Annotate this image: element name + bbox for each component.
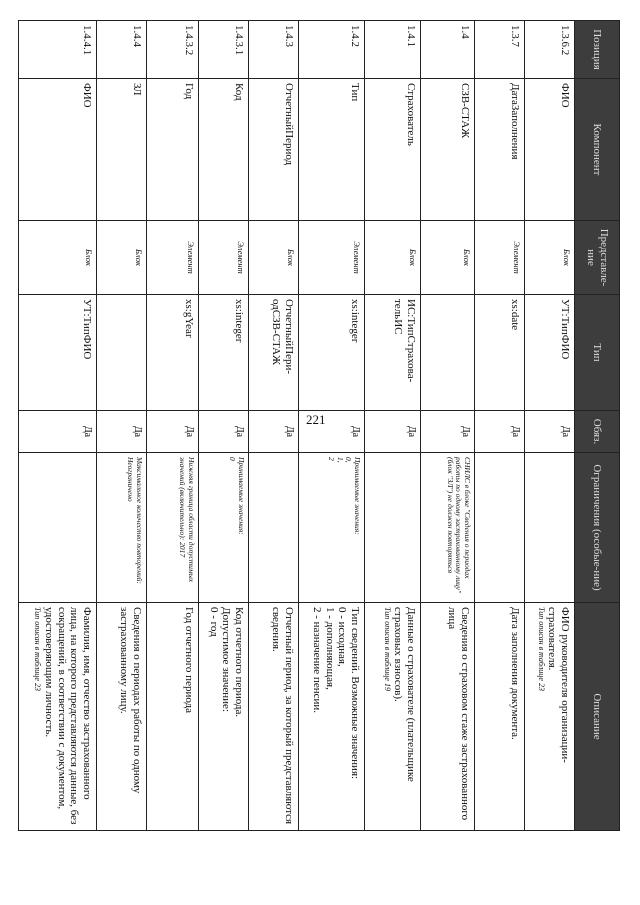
- description-line: Тип сведений. Возможные значения:: [349, 607, 361, 780]
- description-line: Год отчетного периода: [183, 607, 195, 713]
- header-representation: Представле-ние: [575, 221, 620, 295]
- cell-component: ФИО: [525, 79, 575, 221]
- header-position: Позиция: [575, 21, 620, 79]
- cell-position: 1.4.4: [97, 21, 147, 79]
- cell-required: Да: [299, 411, 365, 453]
- cell-type: УТ:ТипФИО: [525, 295, 575, 411]
- table-header-row: [575, 21, 620, 831]
- schema-table: [18, 20, 620, 831]
- header-description: Описание: [575, 603, 620, 831]
- description-line: 2 - назначение пенсии.: [311, 607, 324, 713]
- cell-constraints: [97, 453, 147, 603]
- cell-type: xs:integer: [199, 295, 249, 411]
- description-line: Сведения о периодах работы по одному застрахованному лицу.: [118, 607, 143, 794]
- table-row: [299, 21, 365, 831]
- cell-component: Код: [199, 79, 249, 221]
- table-row: [97, 21, 147, 831]
- cell-type: УТ:ТипФИО: [19, 295, 97, 411]
- cell-position: 1.4: [421, 21, 475, 79]
- cell-description: [97, 603, 147, 831]
- description-line: Дата заполнения документа.: [509, 607, 521, 740]
- cell-type: xs:date: [475, 295, 525, 411]
- table-row: [365, 21, 421, 831]
- header-component: Компонент: [575, 79, 620, 221]
- constraint-line: Принимаемые значения:: [353, 457, 362, 535]
- cell-position: 1.3.6.2: [525, 21, 575, 79]
- cell-constraints: [365, 453, 421, 603]
- cell-position: 1.4.1: [365, 21, 421, 79]
- description-line: Данные о страхователе (плательщике страховых взносов).: [392, 607, 417, 782]
- cell-component: Год: [147, 79, 199, 221]
- table-row: [147, 21, 199, 831]
- table-row: [421, 21, 475, 831]
- cell-description: [299, 603, 365, 831]
- description-line: Код отчетного периода.: [233, 607, 245, 718]
- cell-position: 1.4.2: [299, 21, 365, 79]
- cell-required: Да: [249, 411, 299, 453]
- description-line: ФИО руководителя организации-страхователя.: [546, 607, 571, 763]
- description-line: Сведения о страховом стаже застрахованного лица: [446, 607, 471, 821]
- constraint-line: Максимальное количество повторений: Неограничено: [126, 457, 144, 584]
- constraint-line: 1,: [335, 457, 345, 463]
- cell-required: Да: [525, 411, 575, 453]
- cell-description: [365, 603, 421, 831]
- cell-representation: Блок: [19, 221, 97, 295]
- cell-position: 1.4.3.1: [199, 21, 249, 79]
- cell-type: [97, 295, 147, 411]
- cell-constraints: [199, 453, 249, 603]
- cell-component: ДатаЗаполнения: [475, 79, 525, 221]
- table-row: [249, 21, 299, 831]
- table-row: [475, 21, 525, 831]
- cell-type: xs:gYear: [147, 295, 199, 411]
- rotated-table-container: [33, 20, 620, 830]
- cell-required: Да: [365, 411, 421, 453]
- cell-constraints: [19, 453, 97, 603]
- cell-required: Да: [475, 411, 525, 453]
- cell-representation: Блок: [97, 221, 147, 295]
- cell-type: ИС:ТипСтрахова-тельИС: [365, 295, 421, 411]
- cell-component: ОтчетныйПериод: [249, 79, 299, 221]
- cell-type: xs:integer: [299, 295, 365, 411]
- header-type: Тип: [575, 295, 620, 411]
- cell-required: Да: [199, 411, 249, 453]
- cell-component: Страхователь: [365, 79, 421, 221]
- cell-description: [19, 603, 97, 831]
- constraint-line: 0,: [344, 457, 354, 463]
- cell-component: СЗВ-СТАЖ: [421, 79, 475, 221]
- header-required: Обяз.: [575, 411, 620, 453]
- cell-representation: Блок: [421, 221, 475, 295]
- header-constraints: Ограничения (особые-ние): [575, 453, 620, 603]
- description-line: 0 - год: [207, 607, 220, 637]
- cell-required: Да: [97, 411, 147, 453]
- cell-constraints: [525, 453, 575, 603]
- description-line: Допустимое значение:: [220, 607, 233, 712]
- cell-representation: Элемент: [475, 221, 525, 295]
- cell-description: [199, 603, 249, 831]
- cell-component: ЗЛ: [97, 79, 147, 221]
- constraint-line: 2: [327, 457, 337, 461]
- constraint-line: Принимаемые значения:: [237, 457, 246, 535]
- description-line: Отчетный период, за который представляются сведения.: [270, 607, 295, 825]
- cell-representation: Блок: [365, 221, 421, 295]
- type-reference-note: Тип описан в таблице 19: [382, 607, 392, 691]
- cell-required: Да: [421, 411, 475, 453]
- cell-representation: Элемент: [299, 221, 365, 295]
- cell-description: [249, 603, 299, 831]
- cell-description: [475, 603, 525, 831]
- constraint-line: СНИЛС в блоке "Сведения о периодах работы по одному застрахованному лицу" (блок "ЗЛ") не должен повторяться: [445, 457, 472, 594]
- cell-position: 1.4.3.2: [147, 21, 199, 79]
- cell-required: Да: [19, 411, 97, 453]
- constraint-line: Нижняя граница области допустимых значений (включительно): 2017: [178, 457, 196, 583]
- cell-position: 1.3.7: [475, 21, 525, 79]
- cell-description: [421, 603, 475, 831]
- cell-constraints: [421, 453, 475, 603]
- constraint-line: 0: [228, 457, 238, 461]
- cell-constraints: [147, 453, 199, 603]
- table-row: [525, 21, 575, 831]
- description-line: Фамилия, имя, отчество застрахованного лица, на которого представляются данные, без сокращений, в соответствии с документом, удостоверяющим личность.: [43, 607, 93, 825]
- table-row: [199, 21, 249, 831]
- cell-position: 1.4.4.1: [19, 21, 97, 79]
- cell-constraints: [475, 453, 525, 603]
- table-row: [19, 21, 97, 831]
- cell-required: Да: [147, 411, 199, 453]
- cell-representation: Элемент: [199, 221, 249, 295]
- type-reference-note: Тип описан в таблице 23: [536, 607, 546, 691]
- description-line: 1 - дополняющая,: [323, 607, 336, 690]
- cell-component: Тип: [299, 79, 365, 221]
- table-body: [19, 21, 575, 831]
- cell-component: ФИО: [19, 79, 97, 221]
- cell-type: ОтчетныйПери-одСЗВ-СТАЖ: [249, 295, 299, 411]
- cell-constraints: [249, 453, 299, 603]
- cell-description: [525, 603, 575, 831]
- cell-position: 1.4.3: [249, 21, 299, 79]
- cell-representation: Элемент: [147, 221, 199, 295]
- description-line: 0 - исходная,: [336, 607, 349, 667]
- cell-constraints: [299, 453, 365, 603]
- page-number: 221: [306, 412, 326, 427]
- cell-representation: Блок: [525, 221, 575, 295]
- cell-type: [421, 295, 475, 411]
- cell-description: [147, 603, 199, 831]
- cell-representation: Блок: [249, 221, 299, 295]
- type-reference-note: Тип описан в таблице 23: [33, 607, 43, 691]
